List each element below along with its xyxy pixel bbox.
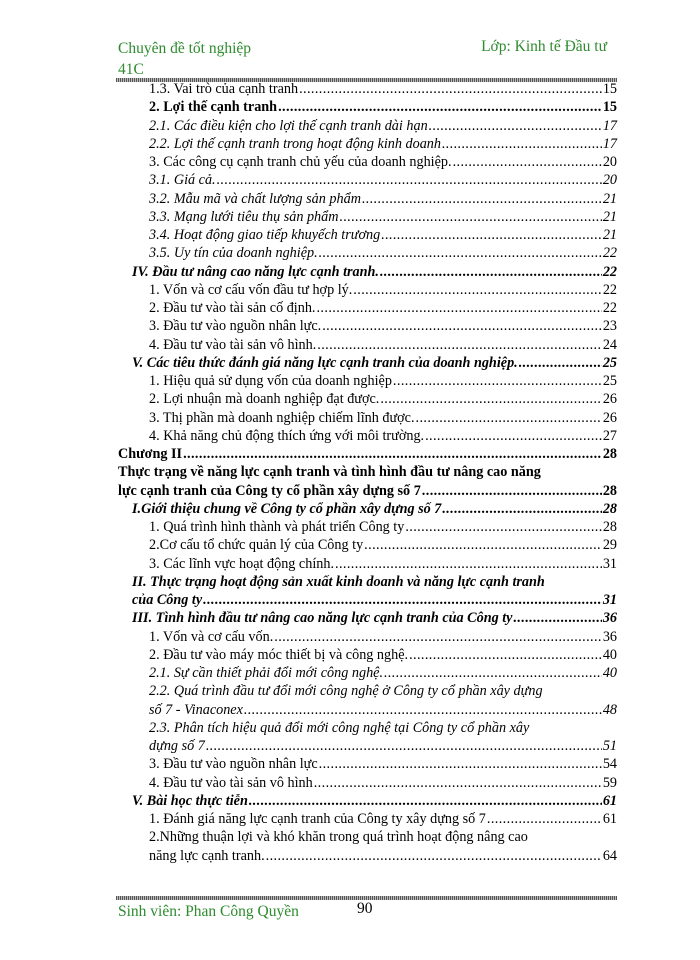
toc-leader-dots (380, 390, 601, 408)
toc-leader-dots (425, 427, 602, 445)
toc-entry[interactable] (118, 792, 617, 810)
toc-page-number: 40 (602, 665, 617, 681)
toc-entry-title: 3. Đầu tư vào nguồn nhân lực (149, 756, 318, 773)
header-course-line1: Chuyên đề tốt nghiệp (118, 40, 252, 57)
toc-entry-title: Thực trạng về năng lực cạnh tranh và tình hình đầu tư nâng cao năng (118, 464, 541, 481)
toc-entry[interactable] (118, 609, 617, 627)
toc-entry-title: 2.2. Quá trình đầu tư đổi mới công nghệ ở Công ty cổ phần xây dựng (149, 683, 543, 700)
toc-page-number: 54 (602, 756, 617, 773)
toc-page-number: 28 (602, 500, 617, 517)
toc-page-number: 28 (602, 519, 617, 535)
toc-page-number: 15 (602, 99, 617, 116)
toc-entry[interactable] (118, 810, 617, 828)
toc-page-number: 24 (602, 336, 617, 353)
toc-leader-dots (442, 135, 602, 153)
toc-page-number: 22 (602, 263, 617, 280)
toc-leader-dots (409, 646, 602, 664)
toc-entry[interactable] (118, 463, 617, 500)
toc-entry-title-cont: năng lực cạnh tranh. (149, 847, 265, 864)
toc-leader-dots (442, 500, 601, 518)
toc-leader-dots (381, 226, 602, 244)
toc-entry[interactable] (118, 445, 617, 463)
header-class-label: Lớp: Kinh tế Đầu tư (481, 38, 607, 55)
toc-entry-title-cont: lực cạnh tranh của Công ty cổ phần xây dựng số 7 (118, 482, 421, 499)
toc-page-number: 25 (602, 373, 617, 389)
toc-entry[interactable] (118, 135, 617, 153)
toc-entry[interactable] (118, 336, 617, 354)
toc-leader-dots (278, 98, 602, 116)
toc-entry[interactable] (118, 98, 617, 116)
toc-entry[interactable] (118, 354, 617, 372)
toc-entry[interactable] (118, 226, 617, 244)
toc-entry[interactable] (118, 664, 617, 682)
toc-leader-dots (314, 774, 602, 792)
footer-student-name: Sinh viên: Phan Công Quyền (118, 903, 299, 920)
toc-leader-dots (362, 190, 602, 208)
toc-entry[interactable] (118, 263, 617, 281)
header-course-line2: 41C (118, 61, 144, 78)
toc-entry-title: 1. Vốn và cơ cấu vốn đầu tư hợp lý. (149, 281, 353, 298)
toc-leader-dots (319, 244, 602, 262)
toc-entry-title: 2.1. Các điều kiện cho lợi thế cạnh tranh dài hạn (149, 117, 428, 134)
toc-page-number: 15 (602, 81, 617, 97)
toc-leader-dots (416, 409, 602, 427)
toc-entry[interactable] (118, 208, 617, 226)
table-of-contents (118, 80, 617, 865)
toc-entry[interactable] (118, 190, 617, 208)
toc-entry[interactable] (118, 628, 617, 646)
toc-leader-dots (203, 591, 602, 609)
toc-entry-title: 3.3. Mạng lưới tiêu thụ sản phẩm (149, 208, 339, 225)
toc-leader-dots (244, 701, 602, 719)
toc-entry-title-cont: số 7 - Vinaconex (149, 701, 243, 718)
toc-leader-dots (429, 117, 602, 135)
toc-entry-title: 2.Cơ cấu tổ chức quản lý của Công ty (149, 537, 364, 554)
toc-leader-dots (299, 80, 602, 98)
toc-page-number: 28 (602, 446, 617, 462)
toc-leader-dots (340, 208, 602, 226)
toc-leader-dots (405, 518, 601, 536)
toc-entry[interactable] (118, 372, 617, 390)
header-course-title (118, 38, 251, 80)
toc-entry[interactable] (118, 317, 617, 335)
toc-page-number: 61 (602, 792, 617, 809)
toc-entry-title: III. Tình hình đầu tư nâng cao năng lực cạnh tranh của Công ty (132, 610, 513, 627)
toc-leader-dots (206, 737, 602, 755)
toc-entry-title: V. Bài học thực tiễn (132, 792, 248, 809)
toc-entry[interactable] (118, 555, 617, 573)
toc-page-number: 31 (602, 592, 617, 608)
toc-leader-dots (519, 354, 602, 372)
toc-leader-dots (393, 372, 602, 390)
toc-leader-dots (317, 336, 602, 354)
toc-entry[interactable] (118, 500, 617, 518)
toc-page-number: 22 (602, 245, 617, 262)
toc-page-number: 21 (602, 208, 617, 225)
toc-page-number: 36 (602, 628, 617, 645)
toc-entry[interactable] (118, 117, 617, 135)
toc-leader-dots (364, 536, 602, 554)
toc-entry[interactable] (118, 774, 617, 792)
toc-entry-title: 2.Những thuận lợi và khó khăn trong quá trình hoạt động nâng cao (149, 829, 528, 846)
toc-page-number: 36 (602, 610, 617, 627)
toc-entry-title: 1. Đánh giá năng lực cạnh tranh của Công ty xây dựng số 7 (149, 811, 486, 827)
toc-entry-title: 3. Đầu tư vào nguồn nhân lực. (149, 318, 322, 335)
toc-entry-title: 2.2. Lợi thế cạnh tranh trong hoạt động kinh doanh (149, 135, 441, 152)
toc-entry-title: 3.4. Hoạt động giao tiếp khuyếch trương (149, 227, 381, 243)
toc-page-number: 20 (602, 172, 617, 189)
toc-entry-title: II. Thực trạng hoạt động sản xuất kinh doanh và năng lực cạnh tranh (132, 573, 545, 590)
toc-page-number: 61 (602, 811, 617, 827)
toc-entry-title: Chương II (118, 446, 183, 462)
toc-page-number: 22 (602, 281, 617, 298)
toc-entry-title: 3. Các lĩnh vực hoạt động chính. (149, 555, 334, 572)
toc-entry-title: IV. Đầu tư nâng cao năng lực cạnh tranh. (132, 263, 379, 280)
toc-entry-title: 2. Đầu tư vào tài sản cố định. (149, 300, 316, 316)
toc-entry-title: 3.1. Giá cả. (149, 172, 216, 189)
toc-page-number: 23 (602, 318, 617, 335)
toc-entry-title: 1. Vốn và cơ cấu vốn. (149, 628, 274, 645)
toc-leader-dots (319, 755, 602, 773)
toc-page-number: 26 (602, 391, 617, 408)
toc-entry[interactable] (118, 390, 617, 408)
toc-entry-title: 2. Đầu tư vào máy móc thiết bị và công nghệ. (149, 646, 409, 663)
toc-page-number: 59 (602, 774, 617, 791)
toc-leader-dots (353, 281, 602, 299)
toc-page-number: 48 (602, 701, 617, 718)
toc-entry[interactable] (118, 646, 617, 664)
toc-entry[interactable] (118, 536, 617, 554)
toc-entry-title: V. Các tiêu thức đánh giá năng lực cạnh tranh của doanh nghiệp. (132, 354, 518, 371)
toc-page-number: 51 (602, 738, 617, 754)
toc-entry-title-cont: của Công ty (132, 592, 203, 608)
toc-page-number: 22 (602, 300, 617, 316)
toc-leader-dots (335, 555, 602, 573)
toc-entry-title: 2.3. Phân tích hiệu quả đổi mới công nghệ tại Công ty cổ phần xây (149, 719, 530, 736)
toc-leader-dots (316, 299, 601, 317)
toc-page-number: 17 (602, 117, 617, 134)
toc-entry-title: 4. Khả năng chủ động thích ứng với môi trường. (149, 427, 425, 444)
toc-leader-dots (453, 153, 602, 171)
toc-entry-title: 2. Lợi nhuận mà doanh nghiệp đạt được. (149, 391, 380, 408)
toc-entry-title: 3. Các công cụ cạnh tranh chủ yếu của doanh nghiệp. (149, 154, 452, 170)
toc-leader-dots (249, 792, 602, 810)
toc-entry-title: 1. Hiệu quả sử dụng vốn của doanh nghiệp (149, 373, 392, 389)
toc-entry-title-cont: dựng số 7 (149, 738, 205, 754)
toc-entry[interactable] (118, 828, 617, 865)
toc-page-number: 28 (602, 482, 617, 499)
toc-entry[interactable] (118, 281, 617, 299)
toc-entry[interactable] (118, 80, 617, 98)
toc-leader-dots (217, 171, 602, 189)
toc-entry-title: 2.1. Sự cần thiết phải đổi mới công nghệ. (149, 665, 384, 681)
toc-page-number: 29 (602, 537, 617, 554)
toc-entry[interactable] (118, 518, 617, 536)
toc-leader-dots (513, 609, 601, 627)
toc-leader-dots (384, 664, 602, 682)
toc-entry-title: 3. Thị phần mà doanh nghiệp chiếm lĩnh được. (149, 409, 415, 426)
toc-entry[interactable] (118, 755, 617, 773)
toc-page-number: 27 (602, 427, 617, 444)
toc-entry[interactable] (118, 427, 617, 445)
toc-page-number: 17 (602, 135, 617, 152)
page-number: 90 (357, 900, 373, 917)
toc-leader-dots (183, 445, 602, 463)
toc-page-number: 21 (602, 190, 617, 207)
toc-page-number: 40 (602, 646, 617, 663)
toc-entry[interactable] (118, 244, 617, 262)
toc-entry[interactable] (118, 719, 617, 756)
toc-entry-title: 4. Đầu tư vào tài sản vô hình. (149, 336, 317, 353)
toc-page-number: 25 (602, 354, 617, 371)
toc-entry[interactable] (118, 171, 617, 189)
toc-entry-title: 2. Lợi thế cạnh tranh (149, 99, 278, 116)
toc-entry-title: 3.5. Uy tín của doanh nghiệp. (149, 245, 318, 262)
toc-entry[interactable] (118, 682, 617, 719)
toc-page-number: 20 (602, 154, 617, 170)
toc-entry[interactable] (118, 299, 617, 317)
toc-entry[interactable] (118, 573, 617, 610)
toc-entry-title: 1. Quá trình hình thành và phát triển Công ty (149, 519, 405, 535)
toc-page-number: 31 (602, 555, 617, 572)
toc-leader-dots (274, 628, 602, 646)
toc-leader-dots (422, 482, 602, 500)
toc-entry-title: I.Giới thiệu chung về Công ty cổ phần xây dựng số 7 (132, 500, 442, 517)
toc-leader-dots (266, 847, 602, 865)
toc-page-number: 64 (602, 847, 617, 864)
toc-entry[interactable] (118, 153, 617, 171)
toc-entry[interactable] (118, 409, 617, 427)
toc-entry-title: 3.2. Mẫu mã và chất lượng sản phẩm (149, 190, 361, 207)
toc-leader-dots (380, 263, 602, 281)
toc-leader-dots (487, 810, 602, 828)
toc-leader-dots (322, 317, 602, 335)
toc-entry-title: 1.3. Vai trò của cạnh tranh (149, 81, 299, 97)
toc-page-number: 26 (602, 409, 617, 426)
toc-entry-title: 4. Đầu tư vào tài sản vô hình (149, 774, 313, 791)
toc-page-number: 21 (602, 227, 617, 243)
